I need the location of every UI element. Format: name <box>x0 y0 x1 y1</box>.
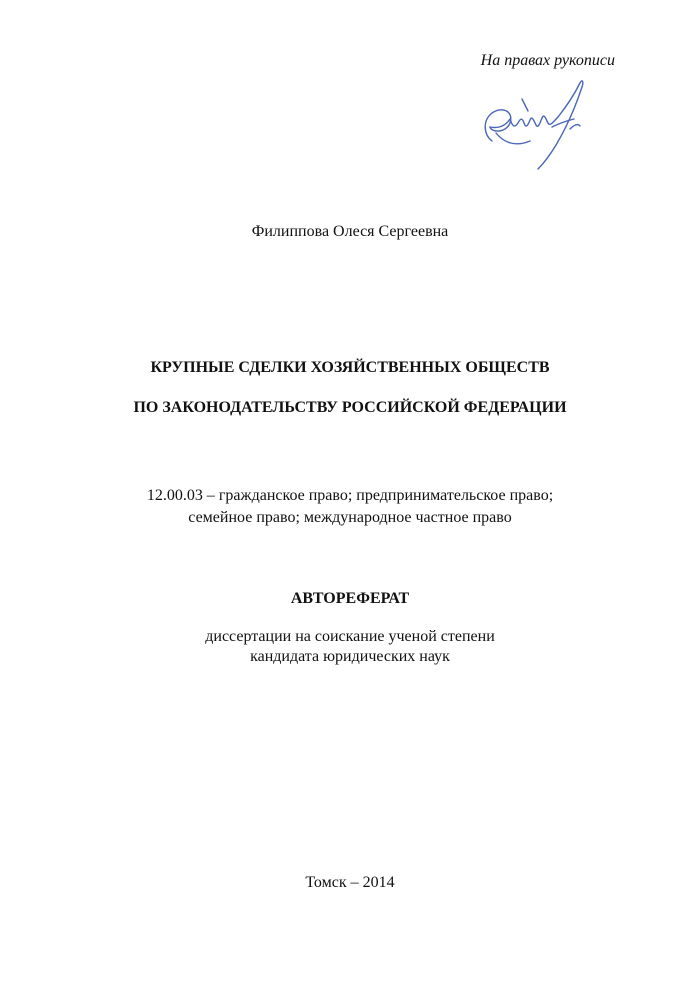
manuscript-notice: На правах рукописи <box>480 52 615 69</box>
specialty-code <box>0 485 700 529</box>
purpose-line: диссертации на соискание ученой степени <box>205 628 495 645</box>
title-line: КРУПНЫЕ СДЕЛКИ ХОЗЯЙСТВЕННЫХ ОБЩЕСТВ <box>150 359 550 376</box>
specialty-line: семейное право; международное частное право <box>188 509 512 526</box>
title-line: ПО ЗАКОНОДАТЕЛЬСТВУ РОССИЙСКОЙ ФЕДЕРАЦИИ <box>133 399 567 416</box>
handwritten-signature-icon <box>470 73 600 173</box>
document-type-heading: АВТОРЕФЕРАТ <box>290 590 410 607</box>
place-and-year: Томск – 2014 <box>305 874 395 891</box>
author-name: Филиппова Олеся Сергеевна <box>251 223 449 240</box>
degree-purpose <box>0 627 700 667</box>
dissertation-title <box>0 348 700 428</box>
specialty-line: 12.00.03 – гражданское право; предпринимательское право; <box>146 487 554 504</box>
purpose-line: кандидата юридических наук <box>250 648 450 665</box>
